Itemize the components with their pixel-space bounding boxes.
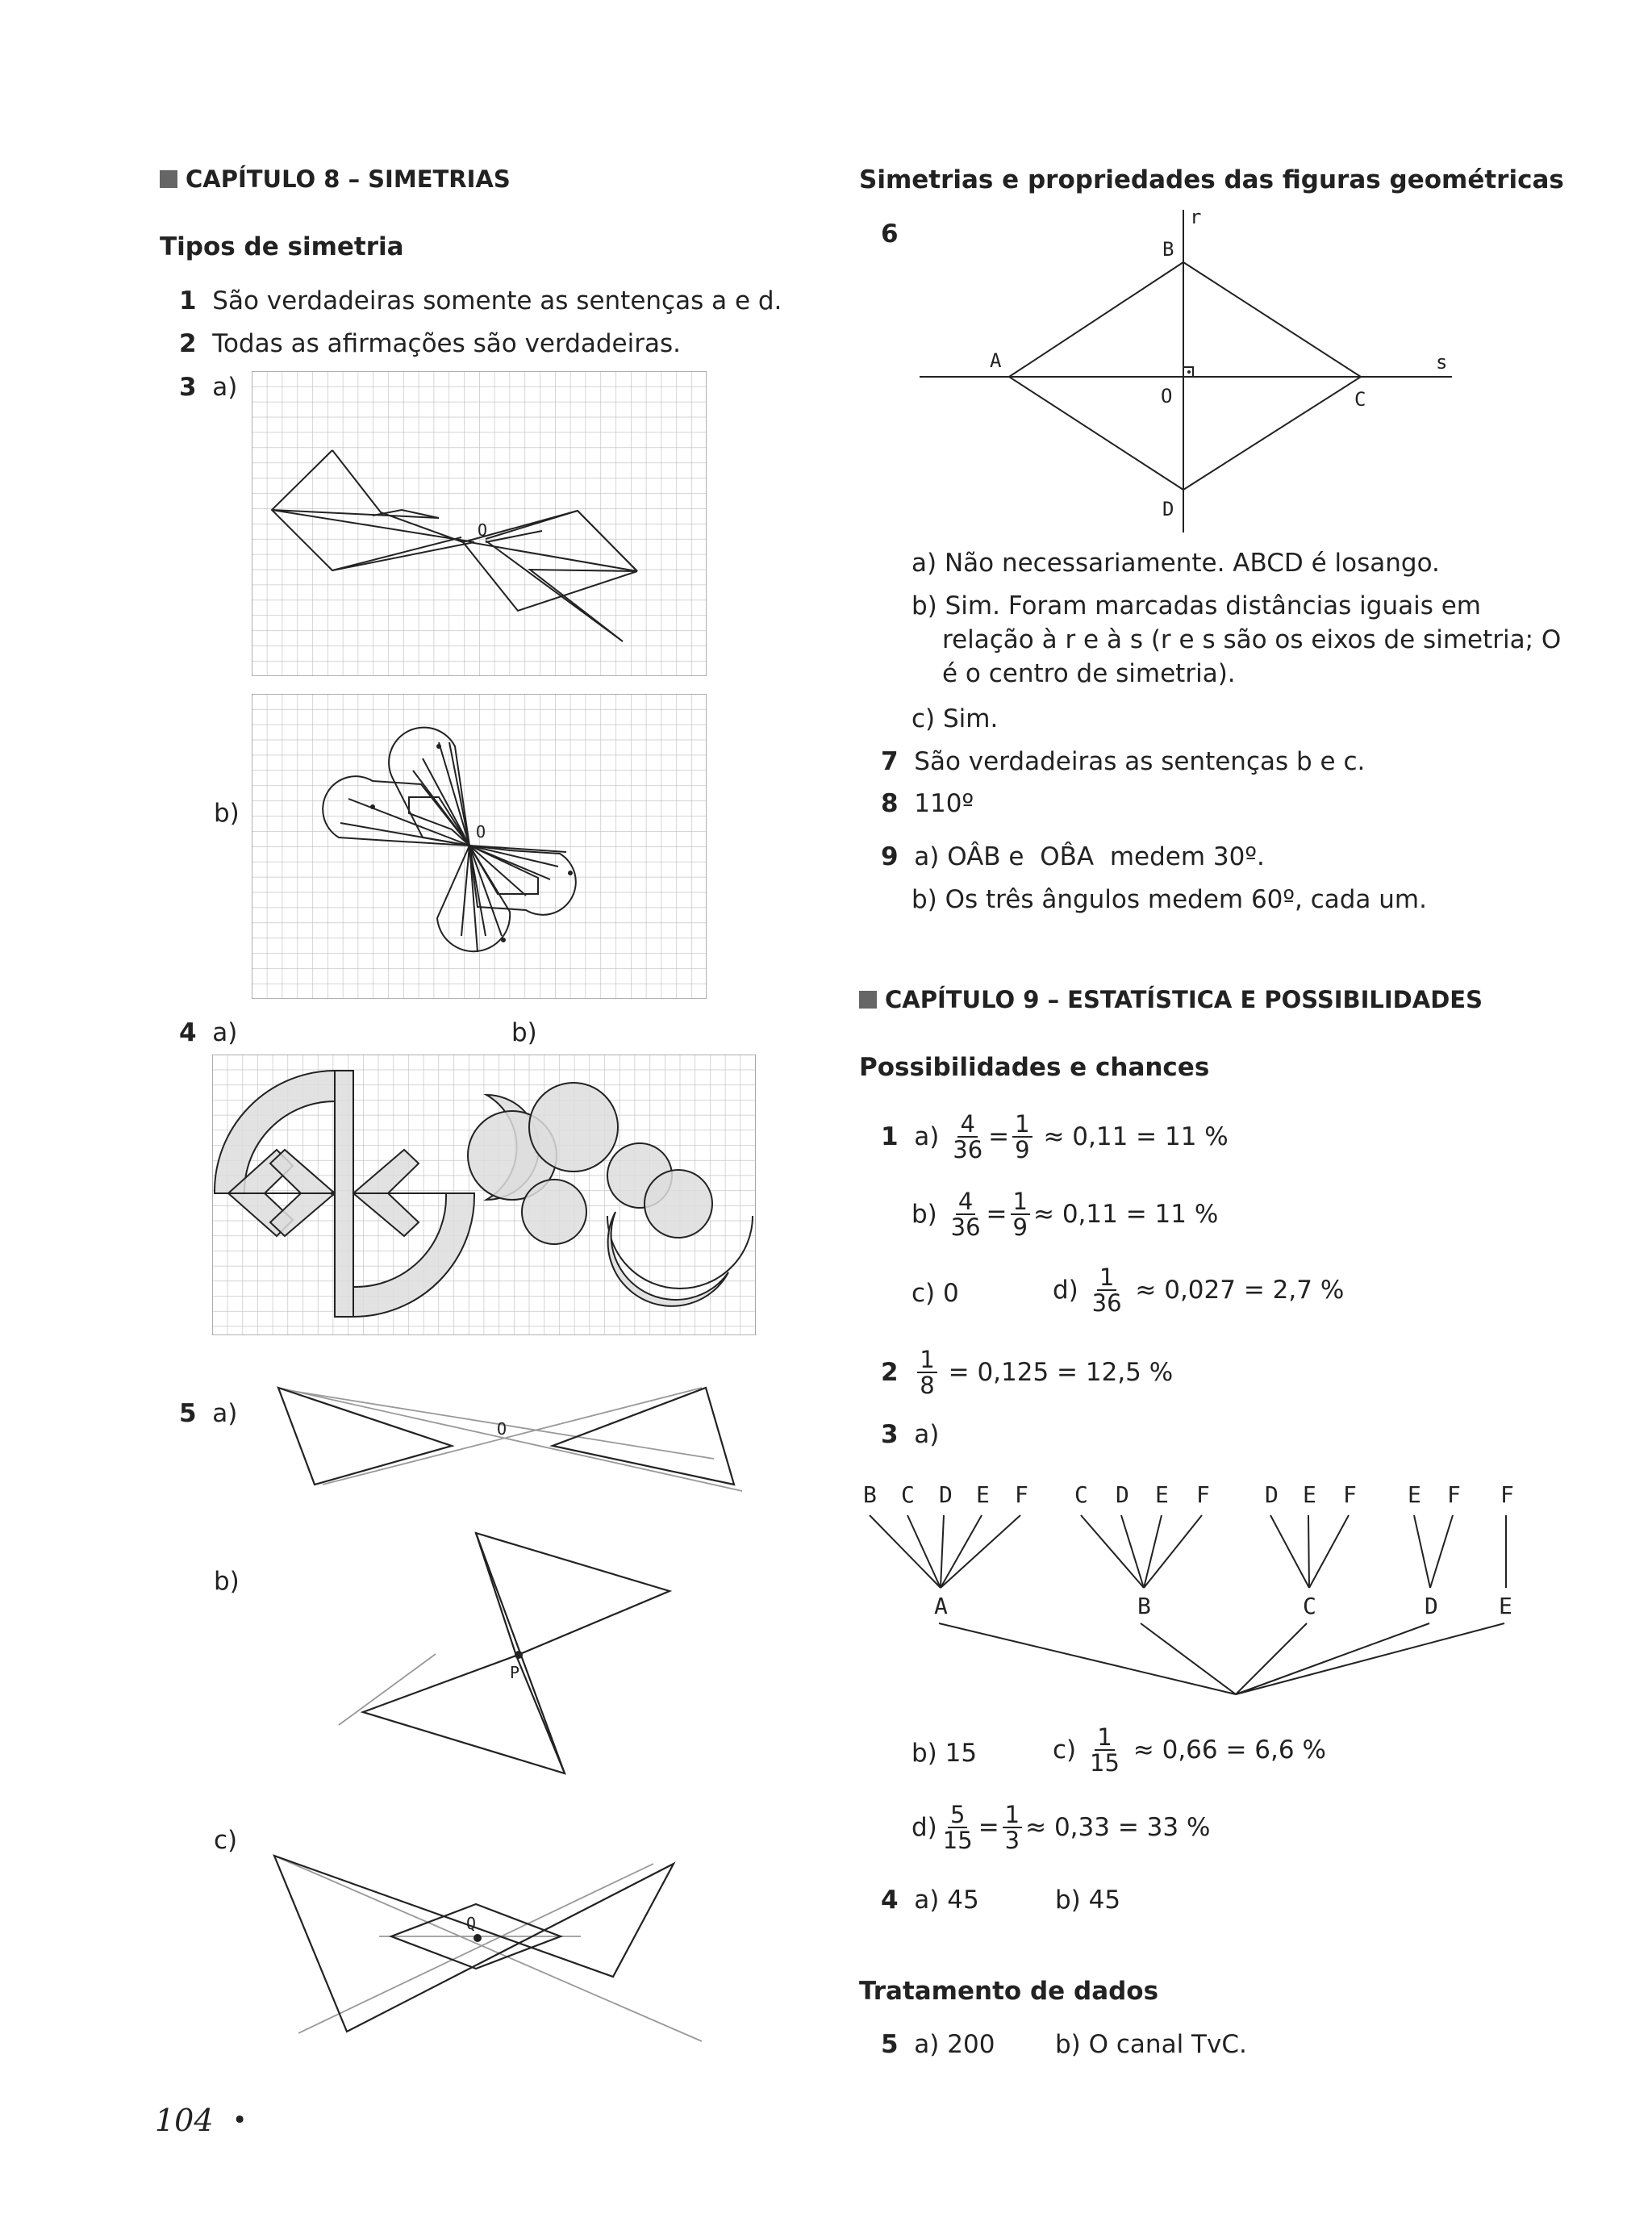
figure-3a-grid (252, 371, 707, 676)
q5a-label: a) (212, 1399, 238, 1428)
q6c-text: c) Sim. (912, 704, 999, 733)
q9-number: 9 (881, 842, 899, 871)
q5c-label: c) (214, 1826, 238, 1855)
figure-4-grid (212, 1055, 756, 1335)
q2-item (179, 329, 681, 358)
figure-tree-diagram (855, 1476, 1525, 1719)
q8-text: 110º (914, 789, 974, 818)
q3-number: 3 (179, 373, 197, 402)
p3c-fraction: $\frac{1}{15}$ (1090, 1723, 1120, 1777)
q6a-text: a) Não necessariamente. ABCD é losango. (912, 549, 1440, 578)
p1a-fraction-2: $\frac{1}{9}$ (1012, 1112, 1032, 1163)
p3-number: 3 (881, 1420, 899, 1449)
p1d-result: ≈ 0,027 = 2,7 % (1135, 1276, 1345, 1305)
section-tratamento: Tratamento de dados (859, 1977, 1159, 2006)
p3c-label: c) (1053, 1735, 1077, 1765)
p4a-text: a) 45 (914, 1886, 979, 1915)
p3d-fraction-1: $\frac{5}{15}$ (942, 1801, 973, 1855)
chapter-8-heading (160, 165, 511, 193)
q8-number: 8 (881, 789, 899, 818)
square-bullet-icon (160, 170, 177, 188)
vertex-label-d: D (1162, 498, 1174, 520)
chapter-9-heading (859, 986, 1483, 1013)
tree-mid-b: B (1137, 1593, 1151, 1619)
q1-item (179, 286, 782, 315)
q6b-line2: relação à r e à s (r e s são os eixos de simetria; O (942, 625, 1562, 654)
p3d-equals: = (978, 1813, 999, 1843)
center-label-p-5b: P (510, 1663, 520, 1682)
figure-5b (331, 1525, 686, 1791)
p3a-label: a) (914, 1420, 940, 1449)
p1a-fraction-1: $\frac{4}{36}$ (953, 1110, 983, 1164)
tree-top-d: D (1265, 1481, 1279, 1508)
p5-item (881, 2030, 995, 2059)
q5-item (179, 1399, 237, 1428)
chapter-8-title: CAPÍTULO 8 – SIMETRIAS (186, 165, 511, 193)
q5b-label: b) (214, 1567, 240, 1596)
p3d-fraction-2: $\frac{1}{3}$ (1003, 1802, 1022, 1853)
p1c-text: c) 0 (912, 1279, 959, 1308)
center-label-o-5a: O (497, 1419, 507, 1439)
p1b-label: b) (912, 1200, 937, 1230)
p5a-text: a) 200 (914, 2030, 995, 2059)
p1b-equals: = (986, 1200, 1007, 1230)
p2-result: = 0,125 = 12,5 % (948, 1358, 1174, 1388)
tree-mid-d: D (1425, 1593, 1438, 1619)
q3-item (179, 373, 237, 402)
p3c-result: ≈ 0,66 = 6,6 % (1133, 1735, 1326, 1765)
tree-top-e: E (976, 1481, 990, 1508)
q8-item (881, 789, 974, 818)
p1-number: 1 (881, 1122, 899, 1152)
p1b-fraction-1: $\frac{4}{36}$ (950, 1188, 981, 1242)
tree-mid-c: C (1303, 1593, 1316, 1619)
q9a-item (881, 842, 1265, 871)
p1a-label: a) (914, 1122, 940, 1152)
center-label-o-3b: O (476, 822, 486, 842)
p1a-result: ≈ 0,11 = 11 % (1043, 1122, 1229, 1152)
chapter-9-title: CAPÍTULO 9 – ESTATÍSTICA E POSSIBILIDADES (885, 986, 1483, 1013)
q2-number: 2 (179, 329, 197, 358)
q9a-angle: OB̂A (1040, 842, 1095, 871)
section-tipos-de-simetria: Tipos de simetria (160, 232, 404, 261)
q9b-text: b) Os três ângulos medem 60º, cada um. (912, 885, 1427, 914)
tree-mid-a: A (934, 1593, 948, 1619)
q7-item (881, 747, 1365, 776)
tree-top-b: B (863, 1481, 877, 1508)
tree-top-e: E (1408, 1481, 1421, 1508)
p5b-text: b) O canal TvC. (1055, 2030, 1247, 2059)
tree-top-f: F (1196, 1481, 1210, 1508)
p3-item (881, 1420, 939, 1449)
p1a-equals: = (988, 1122, 1010, 1152)
p1b-result: ≈ 0,11 = 11 % (1032, 1200, 1219, 1230)
p4b-text: b) 45 (1055, 1886, 1121, 1915)
p1b-fraction-2: $\frac{1}{9}$ (1011, 1189, 1030, 1240)
section-possibilidades: Possibilidades e chances (859, 1053, 1210, 1082)
p3c-item (1053, 1725, 1326, 1776)
q9a-text-post: medem 30º. (1109, 842, 1265, 871)
tree-top-c: C (1074, 1481, 1088, 1508)
tree-top-f: F (1015, 1481, 1028, 1508)
p3d-item (912, 1802, 1210, 1853)
center-label-o-6: O (1161, 385, 1173, 407)
section-simetrias-propriedades: Simetrias e propriedades das figuras geométricas (859, 165, 1564, 194)
p2-number: 2 (881, 1358, 899, 1388)
q6b-line3: é o centro de simetria). (942, 659, 1236, 688)
axis-label-s: s (1436, 351, 1448, 374)
p3d-label: d) (912, 1813, 937, 1843)
vertex-label-b: B (1162, 238, 1174, 261)
p2-item (881, 1347, 1173, 1398)
p1b-item (912, 1189, 1218, 1240)
q4-number: 4 (179, 1018, 197, 1047)
tree-top-f: F (1343, 1481, 1357, 1508)
p1d-item (1053, 1265, 1344, 1316)
p4-number: 4 (881, 1886, 899, 1915)
p1d-fraction: $\frac{1}{36}$ (1091, 1263, 1122, 1318)
q6b-line1: b) Sim. Foram marcadas distâncias iguais em (912, 591, 1482, 620)
p5-number: 5 (881, 2030, 899, 2059)
figure-3b-grid (252, 694, 707, 999)
q4-item (179, 1018, 237, 1047)
p1a-item (881, 1112, 1229, 1163)
q6-number: 6 (881, 219, 899, 249)
axis-label-r: r (1190, 206, 1202, 228)
tree-top-d: D (1116, 1481, 1129, 1508)
q3a-label: a) (212, 373, 238, 402)
q5-number: 5 (179, 1399, 197, 1428)
tree-top-e: E (1303, 1481, 1316, 1508)
figure-5c (266, 1848, 718, 2057)
q4b-label: b) (511, 1018, 537, 1047)
vertex-label-c: C (1354, 388, 1366, 411)
q7-text: São verdadeiras as sentenças b e c. (914, 747, 1366, 776)
q9a-text-pre: a) OÂB e (914, 842, 1024, 871)
q4a-label: a) (212, 1018, 238, 1047)
footer-bullet: • (232, 2106, 248, 2135)
center-label-q-5c: Q (466, 1914, 477, 1933)
tree-top-e: E (1155, 1481, 1169, 1508)
page-number: 104 (155, 2103, 214, 2138)
figure-6-rhombus (916, 206, 1456, 537)
tree-mid-e: E (1499, 1593, 1512, 1619)
tree-top-f: F (1447, 1481, 1461, 1508)
q1-text: São verdadeiras somente as sentenças a e d. (212, 286, 782, 315)
q2-text: Todas as afirmações são verdadeiras. (212, 329, 681, 358)
tree-top-c: C (901, 1481, 915, 1508)
p2-fraction: $\frac{1}{8}$ (917, 1347, 937, 1398)
p1d-label: d) (1053, 1276, 1078, 1305)
figure-5a (266, 1372, 766, 1509)
p4-item (881, 1886, 979, 1915)
tree-top-d: D (939, 1481, 953, 1508)
q1-number: 1 (179, 286, 197, 315)
vertex-label-a: A (990, 349, 1002, 372)
q7-number: 7 (881, 747, 899, 776)
q3b-label: b) (214, 799, 240, 828)
p3d-result: ≈ 0,33 = 33 % (1025, 1813, 1211, 1843)
tree-top-f: F (1500, 1481, 1514, 1508)
center-label-o-3a: O (478, 520, 488, 540)
p3b-text: b) 15 (912, 1739, 978, 1768)
square-bullet-icon (859, 991, 877, 1009)
